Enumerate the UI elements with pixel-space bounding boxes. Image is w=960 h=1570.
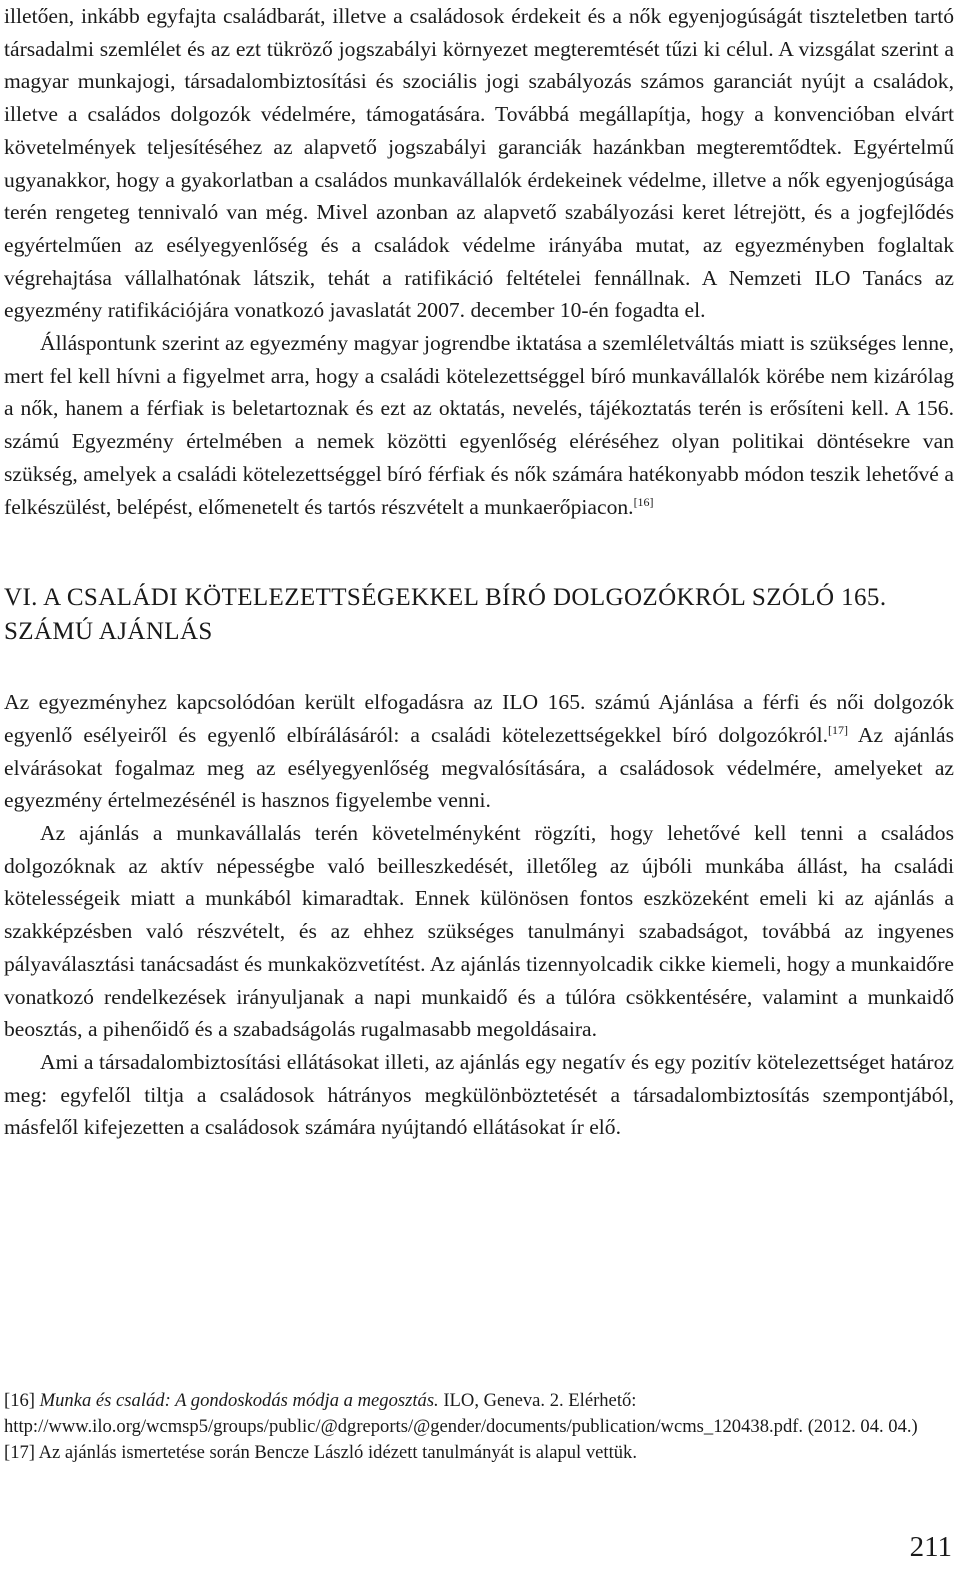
spacer: [4, 523, 954, 581]
section-heading: [4, 581, 954, 649]
page-number: 211: [909, 1531, 952, 1563]
footnote-16-text: ILO, Geneva. 2. Elérhető: http://www.ilo.org/wcmsp5/groups/public/@dgreports/@gender/documents/publication/wcms_120438.pdf. (2012. 04. 04.): [4, 1390, 918, 1437]
spacer: [4, 649, 954, 686]
recommendation-intro-text-cont: Az ajánlás elvárásokat fogalmaz meg az esélyegyenlőség megvalósítására, a családosok védelmére, amelyeket az egyezmény értelmezésénél is hasznos figyelembe venni.: [4, 722, 954, 813]
footnote-17: [4, 1440, 954, 1466]
section-heading-line1: VI. A CSALÁDI KÖTELEZETTSÉGEKKEL BÍRÓ DOLGOZÓKRÓL SZÓLÓ 165.: [4, 584, 887, 612]
intro-paragraph: [4, 0, 954, 327]
page-content: [4, 0, 954, 1144]
footnote-17-text: [17] Az ajánlás ismertetése során Bencze László idézett tanulmányát is alapul vettük.: [4, 1442, 637, 1463]
footnote-ref-16[interactable]: [16]: [633, 494, 654, 509]
employment-paragraph: [4, 817, 954, 1046]
footnote-16: [4, 1388, 954, 1440]
social-security-text: Ami a társadalombiztosítási ellátásokat illeti, az ajánlás egy negatív és egy pozitív kötelezettséget határoz meg: egyfelől tiltja a családosok hátrányos megkülönböztetését a társadalombiztosítás szempontjából, másfelől kifejezetten a családosok számára nyújtandó ellátásokat ír elő.: [4, 1049, 954, 1140]
footnote-16-title: Munka és család: A gondoskodás módja a megosztás.: [39, 1390, 439, 1411]
footnotes: [4, 1388, 954, 1466]
opinion-text: Álláspontunk szerint az egyezmény magyar jogrendbe iktatása a szemléletváltás miatt is szükséges lenne, mert fel kell hívni a figyelmet arra, hogy a családi kötelezettséggel bíró munkavállalók körébe nem kizárólag a nők, hanem a férfiak is beletartoznak és ezt az oktatás, nevelés, tájékoztatás terén is erősíteni kell. A 156. számú Egyezmény értelmében a nemek közötti egyenlőség eléréséhez olyan politikai döntésekre van szükség, amelyek a családi kötelezettséggel bíró férfiak és nők számára hatékonyabb módon teszik lehetővé a felkészülést, belépést, előmenetelt és tartós részvételt a munkaerőpiacon.: [4, 331, 954, 519]
social-security-paragraph: [4, 1046, 954, 1144]
opinion-paragraph: [4, 327, 954, 523]
section-heading-line2: SZÁMÚ AJÁNLÁS: [4, 618, 213, 646]
footnote-16-number: [16]: [4, 1390, 35, 1411]
employment-text: Az ajánlás a munkavállalás terén követelményként rögzíti, hogy lehetővé kell tenni a családos dolgozóknak az aktív népességbe való beilleszkedését, illetőleg az újbóli munkába állást, ha családi kötelességeik miatt a munkából kimaradtak. Ennek különösen fontos eszközeként emeli ki az ajánlás a szakképzésben való részvételt, és az ehhez szükséges tanulmányi szabadságot, továbbá az ingyenes pályaválasztási tanácsadást és munkaközvetítést. Az ajánlás tizennyolcadik cikke kiemeli, hogy a munkaidőre vonatkozó rendelkezések irányuljanak a napi munkaidő és a túlóra csökkentésére, valamint a munkaidő beosztás, a pihenőidő és a szabadságolás rugalmasabb megoldásaira.: [4, 821, 954, 1042]
intro-text: illetően, inkább egyfajta családbarát, illetve a családosok érdekeit és a nők egyenjogúságát tiszteletben tartó társadalmi szemlélet és az ezt tükröző jogszabályi környezet megteremtését tűzi ki célul. A vizsgálat szerint a magyar munkajogi, társadalombiztosítási és szociális jogi szabályozás számos garanciát nyújt a családok, illetve a családos dolgozók védelmére, támogatására. Továbbá megállapítja, hogy a konvencióban elvárt követelmények teljesítéséhez az alapvető jogszabályi garanciák hazánkban megteremtődtek. Egyértelmű ugyanakkor, hogy a gyakorlatban a családos munkavállalók érdekeinek védelme, illetve a nők egyenjogúsága terén rengeteg tennivaló van még. Mivel azonban az alapvető szabályozási keret létrejött, és a jogfejlődés egyértelműen az esélyegyenlőség és a családok védelme irányába mutat, az egyezményben foglaltak végrehajtása vállalhatónak látszik, tehát a ratifikáció feltételei fennállnak. A Nemzeti ILO Tanács az egyezmény ratifikációjára vonatkozó javaslatát 2007. december 10-én fogadta el.: [4, 4, 954, 323]
recommendation-intro-paragraph: [4, 686, 954, 817]
footnote-ref-17[interactable]: [17]: [828, 722, 849, 737]
recommendation-intro-text: Az egyezményhez kapcsolódóan került elfogadásra az ILO 165. számú Ajánlása a férfi és női dolgozók egyenlő esélyeiről és egyenlő elbírálásáról: a családi kötelezettségekkel bíró dolgozókról.: [4, 690, 954, 747]
